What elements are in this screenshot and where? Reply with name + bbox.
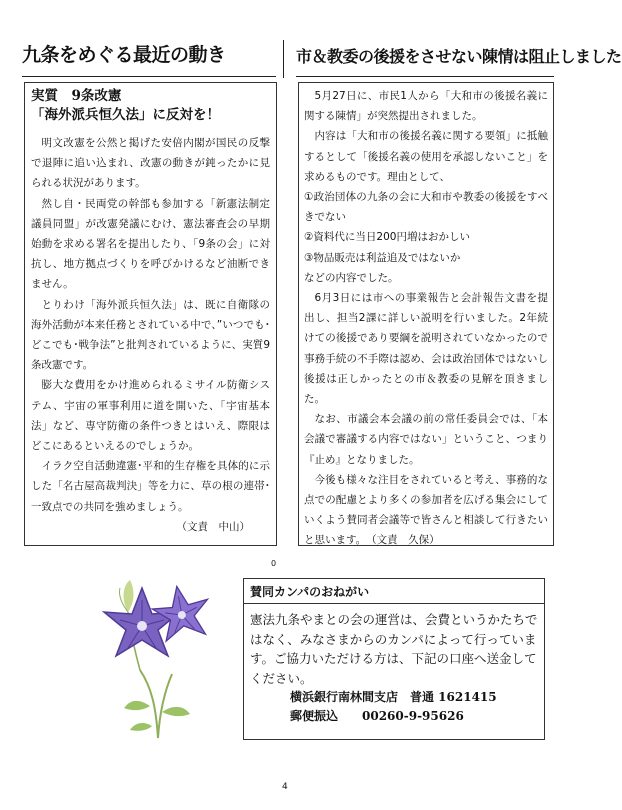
article-paragraph: 膨大な費用をかけ進められるミサイル防衛システム、宇宙の軍事利用に道を開いた、「宇宙基本法」など、専守防衛の条件つきとはいえ、際限はどこにあるといえるのでしょうか。 (31, 379, 270, 453)
left-heading-underline (22, 76, 276, 77)
article-paragraph: なお、市議会本会議の前の常任委員会では、「本会議で審議する内容ではない」ということ、つまり『止め』となりました。 (304, 413, 548, 466)
article-paragraph: 明文改憲を公然と掲げた安倍内閣が国民の反撃で退陣に追い込まれ、改憲の動きが鈍ったかに見られる状況があります。 (31, 137, 270, 190)
reason-item: ①政治団体の九条の会に大和市や教委の後援をすべきでない (304, 191, 548, 224)
article-paragraph: 然し自・民両党の幹部も参加する「新憲法制定議員同盟」が改憲発議にむけ、憲法審査会の早期始動を求める署名を提出したり、「9条の会」に対抗し、地方拠点づくりを呼びかけるなど油断できません。 (31, 197, 270, 291)
heading-divider (283, 40, 284, 78)
article-paragraph: イラク空自活動違憲･平和的生存権を具体的に示した「名古屋高裁判決」等を力に、草の根の連帯･一致点での共同を強めましょう。 (31, 460, 270, 513)
article-paragraph: 6月3日には市への事業報告と会計報告文書を提出し、担当2課に詳しい説明を行いました。2年続けての後援であり要綱を説明されていなかったので事務手続の不手際は認め、会は政治団体ではないし後援は正しかったとの市＆教委の見解を頂きました。 (304, 292, 548, 406)
donation-body: 憲法九条やまとの会の運営は、会費というかたちではなく、みなさまからのカンパによって行っています。ご協力いただける方は、下記の口座へ送金してください。 (250, 612, 538, 686)
article-signature: （文責 中山） (176, 520, 250, 533)
article-paragraph: 今後も様々な注目をされていると考え、事務的な点での配慮とより多くの参加者を広げる集会にしていくよう賛同者会議等で皆さんと相談して行きたいと思います。 （文責 久保） (304, 473, 548, 547)
right-heading: 市＆教委の後援をさせない陳情は阻止しました (296, 47, 622, 66)
reason-item: ③物品販売は利益追及ではないか (304, 251, 461, 264)
right-article (298, 82, 554, 546)
donation-box (243, 578, 545, 740)
left-article (24, 82, 277, 546)
page-number: 4 (282, 782, 288, 792)
article-paragraph: 内容は「大和市の後援名義に関する要領」に抵触するとして「後援名義の使用を承認しないこと」を求めるものです。理由として、 (304, 130, 548, 183)
bank-account: 横浜銀行南林間支店 普通 1621415 (290, 690, 497, 704)
article-paragraph: などの内容でした。 (304, 271, 399, 284)
reason-item: ②資料代に当日200円増はおかしい (304, 231, 470, 244)
donation-title: 賛同カンパのおねがい (250, 585, 370, 599)
article-title-line1: 実質 9条改憲 (31, 88, 122, 104)
right-heading-underline (296, 76, 554, 77)
article-title-line2: 「海外派兵恒久法」に反対を！ (31, 107, 220, 123)
bellflower-illustration (100, 578, 220, 738)
article-paragraph: 5月27日に、市民1人から「大和市の後援名義に関する陳情」が突然提出されました。 (304, 90, 548, 123)
center-mark: 0 (271, 559, 277, 568)
donation-divider (244, 603, 544, 604)
left-heading: 九条をめぐる最近の動き (22, 44, 226, 66)
postal-account: 郵便振込 00260-9-95626 (290, 709, 464, 723)
article-paragraph: とりわけ「海外派兵恒久法」は、既に自衛隊の海外活動が本来任務とされている中で、”いつでも･どこでも･戦争法”と批判されているように、実質9条改憲です。 (31, 298, 270, 372)
